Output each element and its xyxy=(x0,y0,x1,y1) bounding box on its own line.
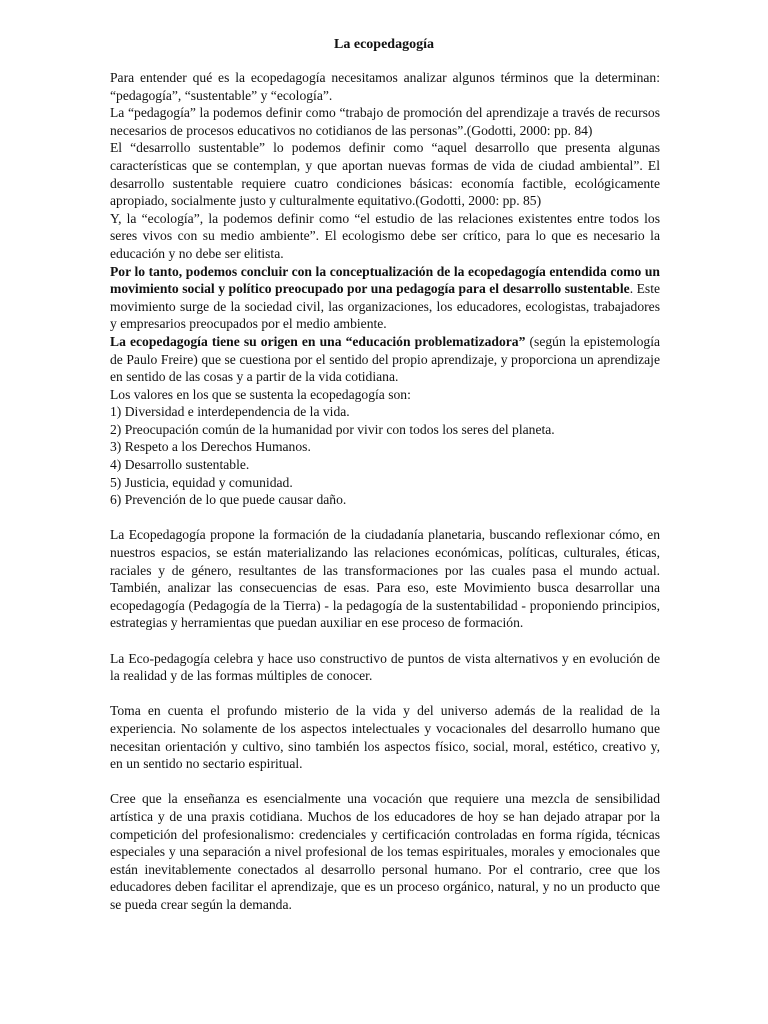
paragraph-ensenanza-vocacion: Cree que la enseñanza es esencialmente una vocación que requiere una mezcla de sensibilidad artística y de una praxis cotidiana. Muchos de los educadores de hoy se han dejado atrapar por la competición del profesionalismo: credenciales y certificación controladas en forma rígida, técnicas especiales y una separación a nivel profesional de los temas espirituales, morales y emocionales que están inevitablemente conectados al desarrollo personal humano. Por el contrario, cree que los educadores deben facilitar el aprendizaje, que es un proceso orgánico, natural, y no un producto que se pueda crear según la demanda. xyxy=(110,791,660,912)
paragraph-intro: Para entender qué es la ecopedagogía necesitamos analizar algunos términos que la determinan: “pedagogía”, “sustentable” y “ecología”. xyxy=(110,70,660,103)
paragraph-spacer xyxy=(110,632,660,650)
values-intro: Los valores en los que se sustenta la ecopedagogía son: xyxy=(110,386,411,402)
list-item: 6) Prevención de lo que puede causar daño. xyxy=(110,492,347,508)
paragraph-misterio-vida: Toma en cuenta el profundo misterio de la vida y del universo además de la realidad de la experiencia. No solamente de los aspectos intelectuales y vocacionales del desarrollo humano que necesitan orientación y cultivo, sino también los aspectos físico, social, moral, estético, creativo y, en un sentido no sectario espiritual. xyxy=(110,703,660,772)
paragraph-desarrollo-sustentable: El “desarrollo sustentable” lo podemos definir como “aquel desarrollo que presenta algunas características que se contemplan, y que aportan nuevas formas de vida de ciudad ambiental”. El desarrollo sustentable requiere cuatro condiciones básicas: economía factible, ecológicamente apropiado, socialmente justo y culturalmente equitativo.(Godotti, 2000: pp. 85) xyxy=(110,140,660,209)
origen-rest-text: (según la epistemología de Paulo Freire) que se cuestiona por el sentido del propio aprendizaje, y proporciona un aprendizaje en sentido de las cosas y a partir de la vida cotidiana. xyxy=(110,333,661,385)
paragraph-origen xyxy=(110,333,660,386)
conclusion-rest-text: . Este movimiento surge de la sociedad civil, las organizaciones, los educadores, ecologistas, trabajadores y empresarios preocupados por el medio ambiente. xyxy=(110,281,660,332)
list-item: 1) Diversidad e interdependencia de la vida. xyxy=(110,404,350,420)
paragraph-spacer xyxy=(110,685,660,703)
paragraph-spacer xyxy=(110,509,660,527)
list-item: 4) Desarrollo sustentable. xyxy=(110,457,250,473)
list-item: 3) Respeto a los Derechos Humanos. xyxy=(110,439,311,455)
values-list xyxy=(110,403,660,509)
origen-bold-text: La ecopedagogía tiene su origen en una “educación problematizadora” xyxy=(110,333,526,349)
list-item: 2) Preocupación común de la humanidad por vivir con todos los seres del planeta. xyxy=(110,421,555,437)
paragraph-spacer xyxy=(110,773,660,791)
paragraph-ciudadania-planetaria: La Ecopedagogía propone la formación de la ciudadanía planetaria, buscando reflexionar cómo, en nuestros espacios, se están materializando las relaciones económicas, políticas, culturales, éticas, raciales y de género, resultantes de las transformaciones por las cuales pasa el mundo actual. También, analizar las consecuencias de esas. Para eso, este Movimiento busca desarrollar una ecopedagogía (Pedagogía de la Tierra) - la pedagogía de la sustentabilidad - proponiendo principios, estrategias y herramientas que puedan auxiliar en ese proceso de formación. xyxy=(110,527,660,631)
document-body xyxy=(110,69,660,914)
paragraph-conclusion xyxy=(110,263,660,333)
conclusion-bold-text: Por lo tanto, podemos concluir con la conceptualización de la ecopedagogía entendida como un movimiento social y político preocupado por una pedagogía para el desarrollo sustentable xyxy=(110,263,660,297)
paragraph-ecologia: Y, la “ecología”, la podemos definir como “el estudio de las relaciones existentes entre todos los seres vivos con su medio ambiente”. El ecologismo debe ser crítico, para lo que es necesario la educación y no debe ser elitista. xyxy=(110,210,660,261)
paragraph-eco-pedagogia-celebra: La Eco-pedagogía celebra y hace uso constructivo de puntos de vista alternativos y en evolución de la realidad y de las formas múltiples de conocer. xyxy=(110,650,660,684)
paragraph-pedagogia: La “pedagogía” la podemos definir como “trabajo de promoción del aprendizaje a través de recursos necesarios de procesos educativos no cotidianos de las personas”.(Godotti, 2000: pp. 84) xyxy=(110,105,660,138)
list-item: 5) Justicia, equidad y comunidad. xyxy=(110,474,293,490)
page-title: La ecopedagogía xyxy=(334,37,434,52)
